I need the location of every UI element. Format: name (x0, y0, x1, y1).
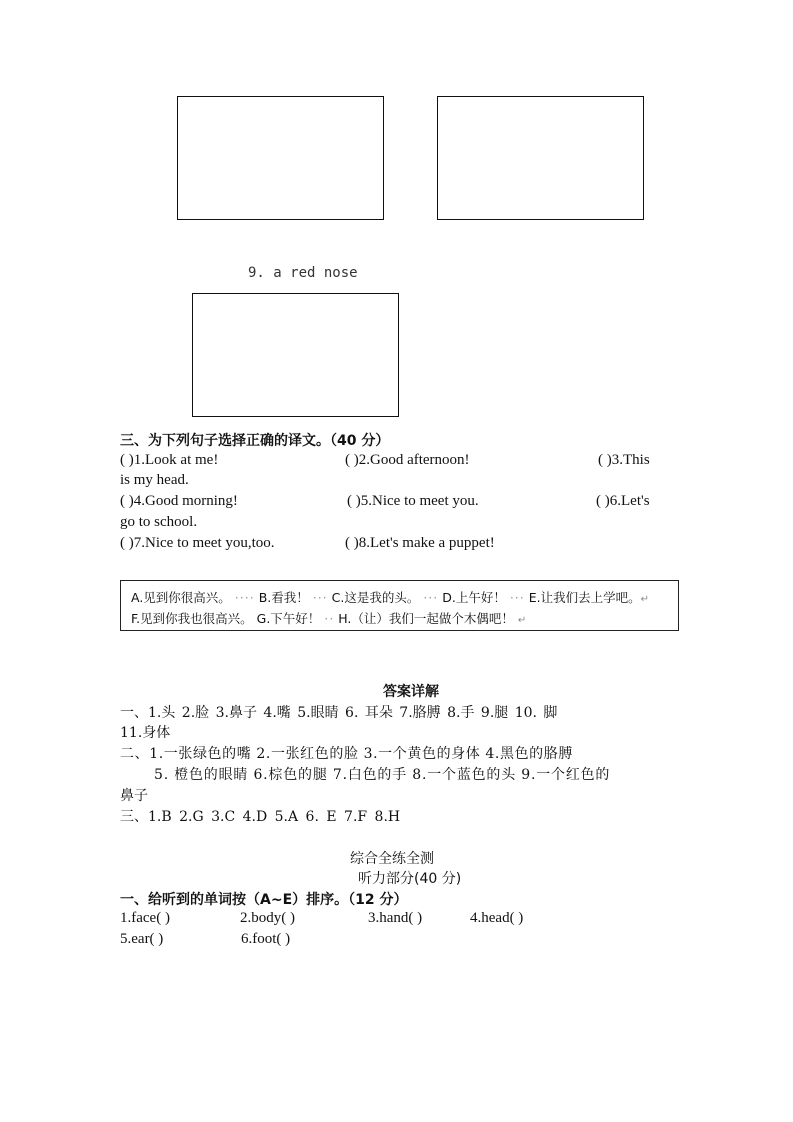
s3-item-1: ( )1.Look at me! (120, 452, 219, 468)
s3-item-5: ( )5.Nice to meet you. (347, 493, 479, 509)
test-subtitle: 听力部分(40 分) (358, 871, 462, 887)
answer-blank[interactable]: ( ) (345, 452, 359, 468)
answer-blank[interactable]: ( ) (345, 535, 359, 551)
test-item-face[interactable]: 1.face( ) (120, 910, 170, 926)
answers-line-3: 三、1.B 2.G 3.C 4.D 5.A 6. E 7.F 8.H (120, 809, 401, 825)
s3-item-7: ( )7.Nice to meet you,too. (120, 535, 275, 551)
options-line-2: F.见到你我也很高兴。 G.下午好！ ·· H.（让）我们一起做个木偶吧！ ↵ (131, 611, 527, 626)
test-title: 综合全练全测 (350, 851, 434, 867)
test-item-body[interactable]: 2.body( ) (240, 910, 295, 926)
test-section1-title: 一、给听到的单词按（A~E）排序。（12 分） (120, 892, 408, 908)
picture-box-1 (177, 96, 384, 220)
answer-blank[interactable]: ( ) (120, 493, 134, 509)
option-a: A.见到你很高兴。 (131, 590, 231, 605)
option-h: H.（让）我们一起做个木偶吧！ (338, 611, 514, 626)
answer-blank[interactable]: ( ) (120, 535, 134, 551)
s3-item-4: ( )4.Good morning! (120, 493, 238, 509)
picture-box-3 (192, 293, 399, 417)
picture-box-2 (437, 96, 644, 220)
answers-line-2c: 鼻子 (120, 788, 148, 804)
option-g: G.下午好！ (256, 611, 321, 626)
option-c: C.这是我的头。 (331, 590, 420, 605)
s3-item-3-cont: is my head. (120, 472, 189, 488)
answers-line-1: 一、1.头 2.脸 3.鼻子 4.嘴 5.眼睛 6. 耳朵 7.胳膊 8.手 9.腿 10. 脚 (120, 705, 558, 721)
test-item-ear[interactable]: 5.ear( ) (120, 931, 164, 947)
option-f: F.见到你我也很高兴。 (131, 611, 253, 626)
s3-item-2: ( )2.Good afternoon! (345, 452, 470, 468)
answer-blank[interactable]: ( ) (120, 452, 134, 468)
answers-line-1b: 11.身体 (120, 725, 171, 741)
answers-line-2b: 5. 橙色的眼睛 6.棕色的腿 7.白色的手 8.一个蓝色的头 9.一个红色的 (154, 767, 611, 783)
s3-item-8: ( )8.Let's make a puppet! (345, 535, 495, 551)
s3-item-6: ( )6.Let's (596, 493, 650, 509)
picture-caption-9: 9. a red nose (248, 265, 358, 281)
option-d: D.上午好！ (442, 590, 506, 605)
s3-item-3: ( )3.This (598, 452, 650, 468)
answer-blank[interactable]: ( ) (598, 452, 612, 468)
answers-title: 答案详解 (383, 684, 439, 700)
paragraph-mark-icon: ↵ (517, 615, 527, 626)
options-line-1: A.见到你很高兴。 ···· B.看我！ ··· C.这是我的头。 ··· D.上午好！ ··· E.让我们去上学吧。↵ (131, 590, 649, 605)
test-item-hand[interactable]: 3.hand( ) (368, 910, 423, 926)
options-box (120, 580, 679, 631)
answers-line-2: 二、1.一张绿色的嘴 2.一张红色的脸 3.一个黄色的身体 4.黑色的胳膊 (120, 746, 573, 762)
test-item-foot[interactable]: 6.foot( ) (241, 931, 291, 947)
paragraph-mark-icon: ↵ (640, 594, 649, 605)
section3-title: 三、为下列句子选择正确的译文。（40 分） (120, 433, 390, 449)
answer-blank[interactable]: ( ) (347, 493, 361, 509)
answer-blank[interactable]: ( ) (596, 493, 610, 509)
s3-item-6-cont: go to school. (120, 514, 198, 530)
option-e: E.让我们去上学吧。 (528, 590, 641, 605)
option-b: B.看我！ (258, 590, 309, 605)
test-item-head[interactable]: 4.head( ) (470, 910, 524, 926)
